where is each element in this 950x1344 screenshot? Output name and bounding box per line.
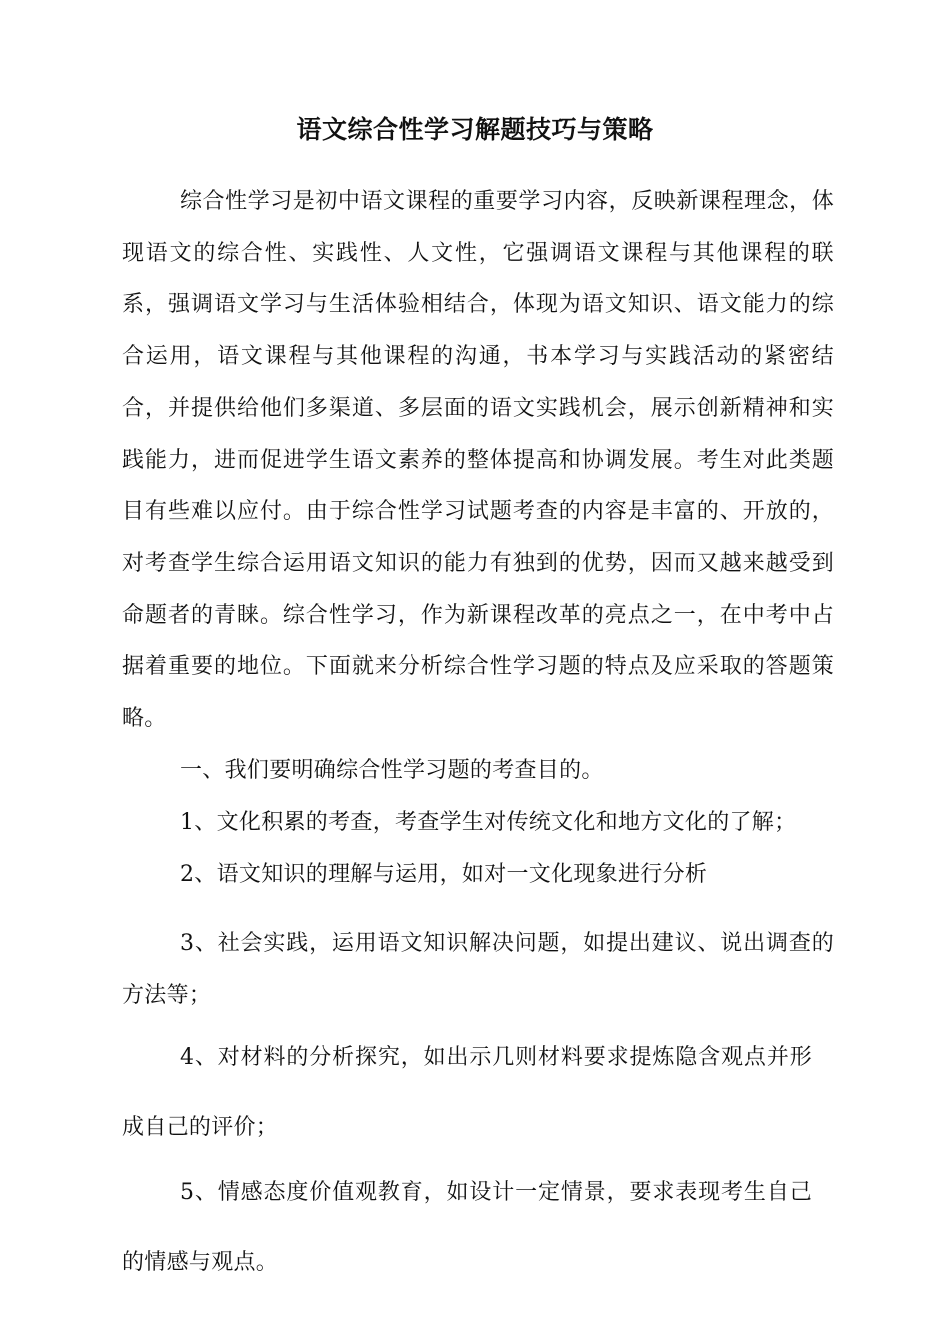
document-title: 语文综合性学习解题技巧与策略 (296, 115, 654, 144)
list-item: 3、社会实践，运用语文知识解决问题，如提出建议、说出调查的方法等； (122, 931, 834, 1008)
list-item: 4、对材料的分析探究，如出示几则材料要求提炼隐含观点并形成自己的评价； (122, 1045, 812, 1140)
list-item: 2、语文知识的理解与运用，如对一文化现象进行分析 (180, 862, 708, 887)
list-item: 1、文化积累的考查，考查学生对传统文化和地方文化的了解； (180, 810, 797, 835)
section-heading: 一、我们要明确综合性学习题的考查目的。 (180, 758, 604, 783)
intro-paragraph: 综合性学习是初中语文课程的重要学习内容，反映新课程理念，体现语文的综合性、实践性、人文性，它强调语文课程与其他课程的联系，强调语文学习与生活体验相结合，体现为语文知识、语文能力的综合运用，语文课程与其他课程的沟通，书本学习与实践活动的紧密结合，并提供给他们多渠道、多层面的语文实践机会，展示创新精神和实践能力，进而促进学生语文素养的整体提高和协调发展。考生对此类题目有些难以应付。由于综合性学习试题考查的内容是丰富的、开放的，对考查学生综合运用语文知识的能力有独到的优势，因而又越来越受到命题者的青睐。综合性学习，作为新课程改革的亮点之一，在中考中占据着重要的地位。下面就来分析综合性学习题的特点及应采取的答题策略。 (122, 189, 834, 732)
list-item: 5、情感态度价值观教育，如设计一定情景，要求表现考生自己的情感与观点。 (122, 1180, 812, 1275)
